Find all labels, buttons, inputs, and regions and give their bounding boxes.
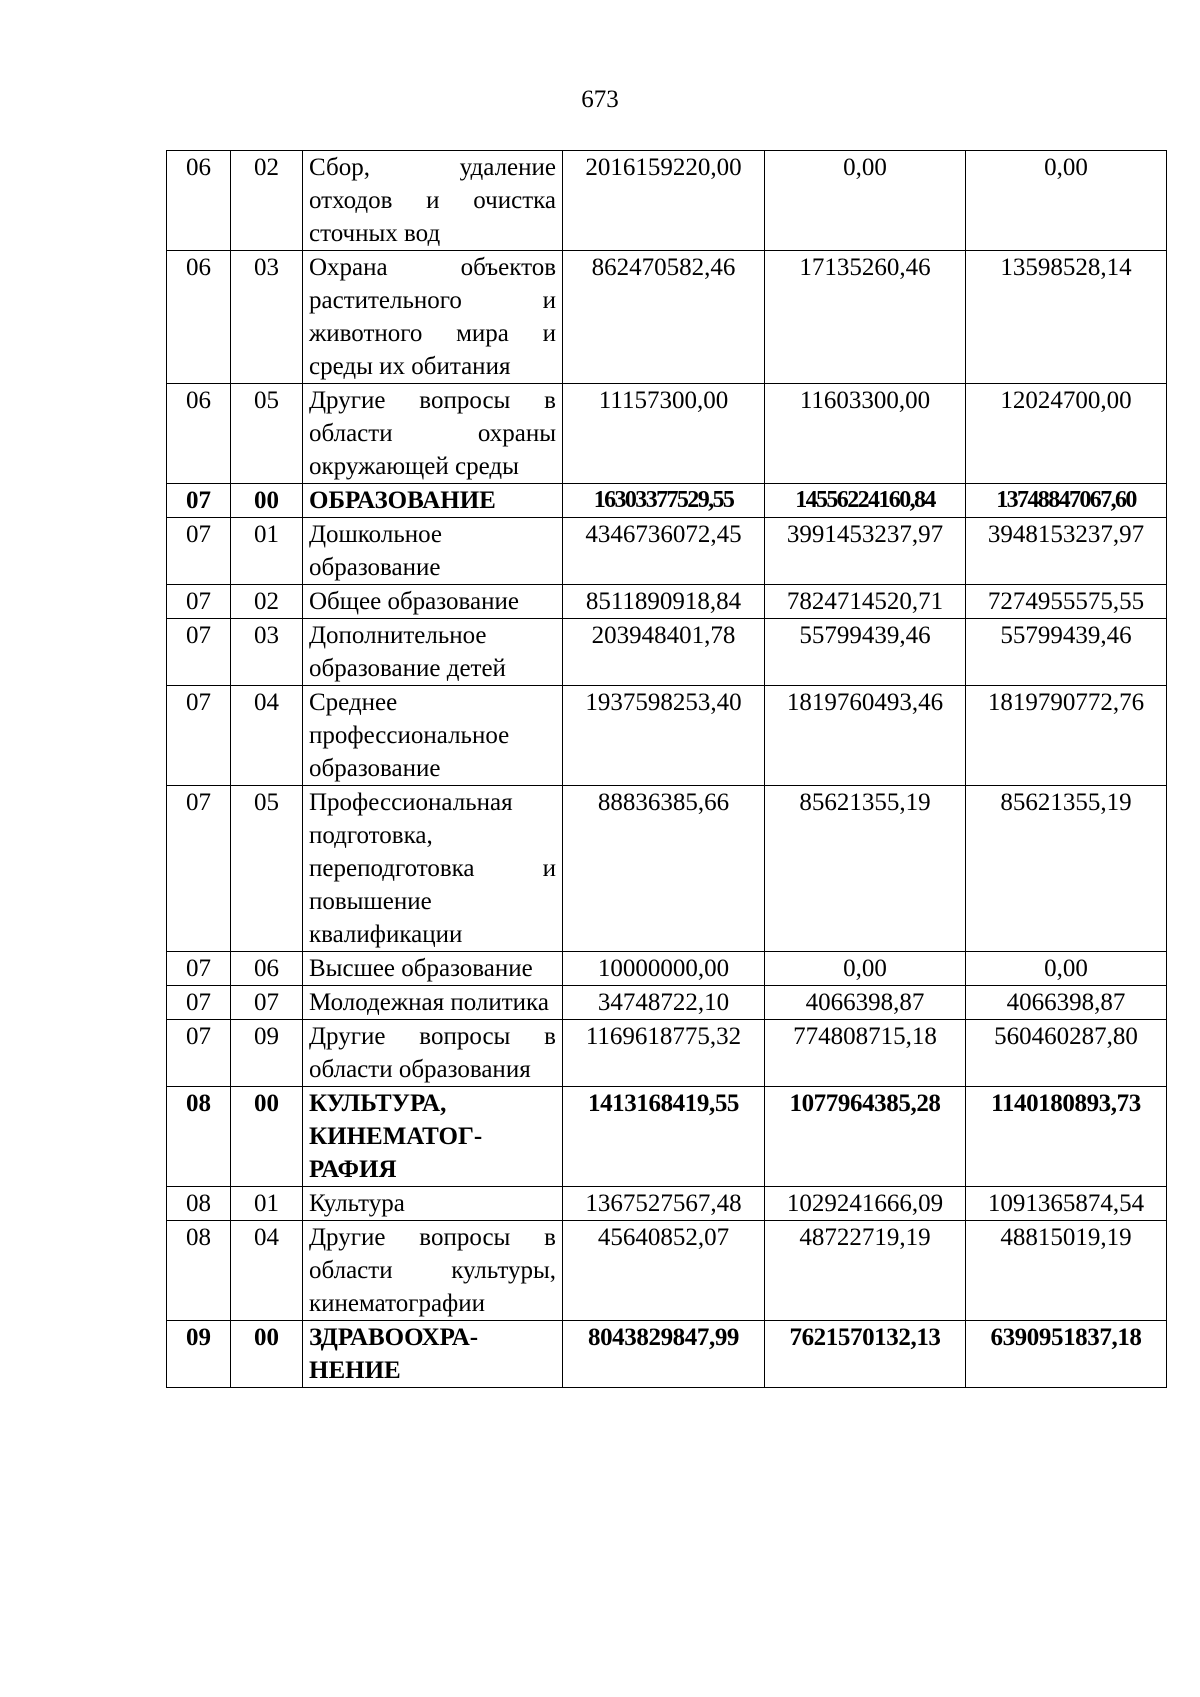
amount-cell-3: 12024700,00 [966, 384, 1167, 484]
table-row [167, 585, 1167, 619]
subsection-code-cell: 07 [231, 986, 303, 1020]
amount-cell-3: 1819790772,76 [966, 686, 1167, 786]
amount-cell-3: 3948153237,97 [966, 518, 1167, 585]
amount-cell-1: 1367527567,48 [563, 1187, 765, 1221]
amount-cell-3: 85621355,19 [966, 786, 1167, 952]
section-code-cell: 06 [167, 251, 231, 384]
section-code-cell: 08 [167, 1087, 231, 1187]
subsection-code-cell: 00 [231, 1087, 303, 1187]
table-row [167, 952, 1167, 986]
amount-cell-3: 55799439,46 [966, 619, 1167, 686]
amount-cell-3: 7274955575,55 [966, 585, 1167, 619]
amount-cell-1: 4346736072,45 [563, 518, 765, 585]
amount-cell-1: 8043829847,99 [563, 1321, 765, 1388]
item-name-cell: Другие вопросы в области охраны окружающей среды [303, 384, 563, 484]
amount-cell-3: 48815019,19 [966, 1221, 1167, 1321]
subsection-code-cell: 03 [231, 251, 303, 384]
item-name-cell: Молодежная политика [303, 986, 563, 1020]
subsection-code-cell: 02 [231, 151, 303, 251]
amount-cell-2: 7621570132,13 [765, 1321, 966, 1388]
amount-cell-3: 13748847067,60 [966, 484, 1167, 518]
amount-cell-2: 85621355,19 [765, 786, 966, 952]
amount-cell-2: 1819760493,46 [765, 686, 966, 786]
subsection-code-cell: 02 [231, 585, 303, 619]
item-name-cell: Дошкольное образование [303, 518, 563, 585]
table-row [167, 1321, 1167, 1388]
subsection-code-cell: 03 [231, 619, 303, 686]
section-code-cell: 07 [167, 952, 231, 986]
section-code-cell: 06 [167, 384, 231, 484]
subsection-code-cell: 04 [231, 1221, 303, 1321]
table-row [167, 619, 1167, 686]
item-name-cell: ОБРАЗОВАНИЕ [303, 484, 563, 518]
amount-cell-2: 0,00 [765, 952, 966, 986]
section-code-cell: 08 [167, 1187, 231, 1221]
amount-cell-3: 0,00 [966, 151, 1167, 251]
budget-table-body [167, 151, 1167, 1388]
amount-cell-3: 1140180893,73 [966, 1087, 1167, 1187]
page-number: 673 [581, 86, 619, 113]
item-name-cell: Охрана объектов растительного и животного мира и среды их обитания [303, 251, 563, 384]
item-name-cell: Сбор, удаление отходов и очистка сточных вод [303, 151, 563, 251]
amount-cell-1: 1169618775,32 [563, 1020, 765, 1087]
subsection-code-cell: 01 [231, 518, 303, 585]
table-row [167, 686, 1167, 786]
item-name-cell: Среднее профессиональное образование [303, 686, 563, 786]
section-code-cell: 07 [167, 1020, 231, 1087]
amount-cell-1: 1937598253,40 [563, 686, 765, 786]
subsection-code-cell: 06 [231, 952, 303, 986]
amount-cell-2: 48722719,19 [765, 1221, 966, 1321]
section-code-cell: 07 [167, 619, 231, 686]
section-code-cell: 07 [167, 585, 231, 619]
amount-cell-1: 2016159220,00 [563, 151, 765, 251]
amount-cell-2: 1029241666,09 [765, 1187, 966, 1221]
amount-cell-1: 10000000,00 [563, 952, 765, 986]
section-code-cell: 07 [167, 686, 231, 786]
section-code-cell: 09 [167, 1321, 231, 1388]
subsection-code-cell: 00 [231, 1321, 303, 1388]
section-code-cell: 08 [167, 1221, 231, 1321]
table-row [167, 786, 1167, 952]
amount-cell-1: 16303377529,55 [563, 484, 765, 518]
item-name-cell: Высшее образование [303, 952, 563, 986]
amount-cell-3: 560460287,80 [966, 1020, 1167, 1087]
subsection-code-cell: 09 [231, 1020, 303, 1087]
item-name-cell: Дополнительное образование детей [303, 619, 563, 686]
subsection-code-cell: 00 [231, 484, 303, 518]
table-row [167, 1087, 1167, 1187]
subsection-code-cell: 05 [231, 384, 303, 484]
subsection-code-cell: 05 [231, 786, 303, 952]
item-name-cell: КУЛЬТУРА, КИНЕМАТОГ-РАФИЯ [303, 1087, 563, 1187]
amount-cell-1: 8511890918,84 [563, 585, 765, 619]
amount-cell-2: 17135260,46 [765, 251, 966, 384]
item-name-cell: ЗДРАВООХРА-НЕНИЕ [303, 1321, 563, 1388]
table-row [167, 518, 1167, 585]
section-code-cell: 07 [167, 786, 231, 952]
amount-cell-2: 7824714520,71 [765, 585, 966, 619]
amount-cell-1: 45640852,07 [563, 1221, 765, 1321]
amount-cell-2: 1077964385,28 [765, 1087, 966, 1187]
table-row [167, 151, 1167, 251]
amount-cell-3: 0,00 [966, 952, 1167, 986]
amount-cell-2: 4066398,87 [765, 986, 966, 1020]
item-name-cell: Другие вопросы в области культуры, кинематографии [303, 1221, 563, 1321]
amount-cell-2: 11603300,00 [765, 384, 966, 484]
amount-cell-1: 34748722,10 [563, 986, 765, 1020]
table-row [167, 986, 1167, 1020]
amount-cell-2: 55799439,46 [765, 619, 966, 686]
amount-cell-1: 203948401,78 [563, 619, 765, 686]
budget-table [166, 150, 1167, 1388]
section-code-cell: 06 [167, 151, 231, 251]
amount-cell-1: 862470582,46 [563, 251, 765, 384]
amount-cell-2: 14556224160,84 [765, 484, 966, 518]
amount-cell-1: 88836385,66 [563, 786, 765, 952]
table-row [167, 251, 1167, 384]
item-name-cell: Культура [303, 1187, 563, 1221]
amount-cell-1: 11157300,00 [563, 384, 765, 484]
amount-cell-1: 1413168419,55 [563, 1087, 765, 1187]
item-name-cell: Общее образование [303, 585, 563, 619]
section-code-cell: 07 [167, 986, 231, 1020]
table-row [167, 384, 1167, 484]
subsection-code-cell: 04 [231, 686, 303, 786]
amount-cell-2: 0,00 [765, 151, 966, 251]
table-row [167, 1187, 1167, 1221]
section-code-cell: 07 [167, 484, 231, 518]
item-name-cell: Другие вопросы в области образования [303, 1020, 563, 1087]
amount-cell-2: 774808715,18 [765, 1020, 966, 1087]
subsection-code-cell: 01 [231, 1187, 303, 1221]
amount-cell-3: 13598528,14 [966, 251, 1167, 384]
amount-cell-3: 1091365874,54 [966, 1187, 1167, 1221]
section-code-cell: 07 [167, 518, 231, 585]
table-row [167, 1020, 1167, 1087]
amount-cell-3: 4066398,87 [966, 986, 1167, 1020]
amount-cell-2: 3991453237,97 [765, 518, 966, 585]
table-row [167, 484, 1167, 518]
item-name-cell: Профессиональная подготовка, переподготовка и повышение квалификации [303, 786, 563, 952]
table-row [167, 1221, 1167, 1321]
amount-cell-3: 6390951837,18 [966, 1321, 1167, 1388]
